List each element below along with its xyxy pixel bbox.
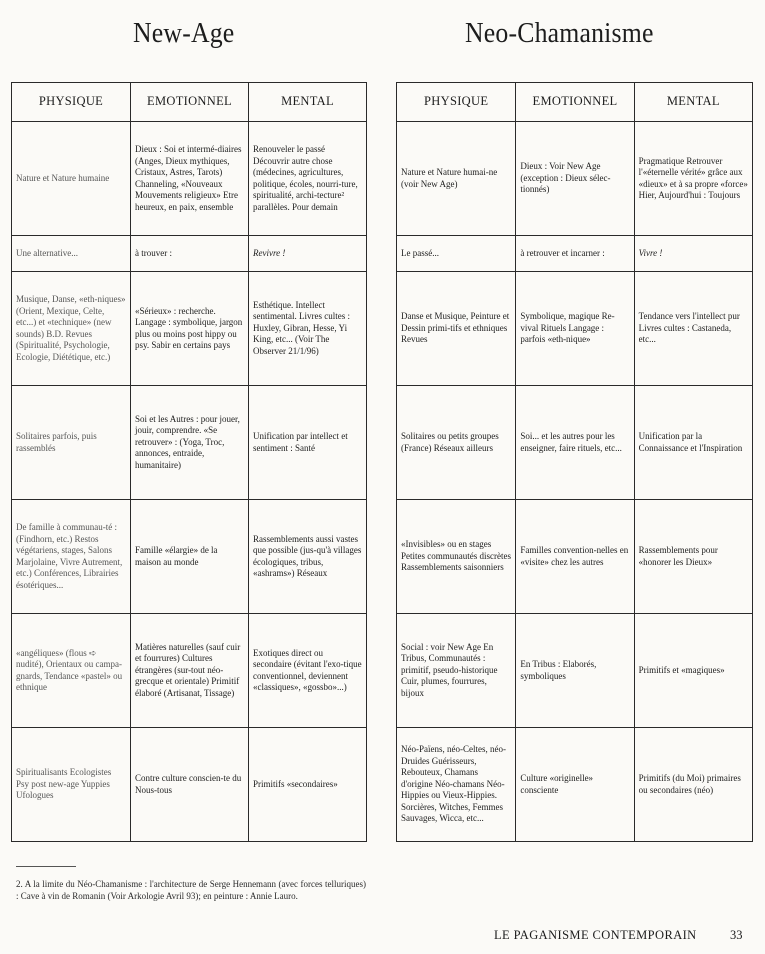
header-mental: MENTAL — [634, 83, 752, 122]
header-physique: PHYSIQUE — [12, 83, 131, 122]
cell-physique: Nature et Nature humai-ne (voir New Age) — [397, 122, 516, 236]
cell-physique: De famille à communau-té : (Findhorn, etc.) Restos végétariens, stages, Salons Marjolaine, Vivre Autrement, etc.) Conférences, Librairies ésotériques... — [12, 500, 131, 614]
cell-emotionnel: Soi... et les autres pour les enseigner, faire rituels, etc... — [516, 386, 634, 500]
cell-mental: Rassemblements pour «honorer les Dieux» — [634, 500, 752, 614]
cell-physique: Solitaires ou petits groupes (France) Réseaux ailleurs — [397, 386, 516, 500]
cell-physique: «Invisibles» ou en stages Petites communautés discrètes Rassemblements saisonniers — [397, 500, 516, 614]
cell-mental: Esthétique. Intellect sentimental. Livres cultes : Huxley, Gibran, Hesse, Yi King, etc... (Voir The Observer 21/1/96) — [249, 272, 367, 386]
cell-emotionnel: Soi et les Autres : pour jouer, jouir, comprendre. «Se retrouver» : (Yoga, Troc, annonces, entraide, humanitaire) — [131, 386, 249, 500]
page-number: 33 — [730, 928, 743, 942]
table-neo-chamanisme — [396, 82, 753, 842]
cell-physique: Une alternative... — [12, 236, 131, 272]
table-row — [397, 236, 753, 272]
cell-emotionnel: Familles convention-nelles en «visite» chez les autres — [516, 500, 634, 614]
table-row — [12, 500, 367, 614]
cell-physique: Le passé... — [397, 236, 516, 272]
cell-mental: Primitifs et «magiques» — [634, 614, 752, 728]
header-emotionnel: EMOTIONNEL — [131, 83, 249, 122]
header-physique: PHYSIQUE — [397, 83, 516, 122]
cell-emotionnel: Contre culture conscien-te du Nous-tous — [131, 728, 249, 842]
table-row — [397, 122, 753, 236]
cell-emotionnel: Dieux : Voir New Age (exception : Dieux sélec-tionnés) — [516, 122, 634, 236]
cell-physique: Nature et Nature humaine — [12, 122, 131, 236]
cell-mental: Exotiques direct ou secondaire (évitant l'exo-tique conventionnel, deviennent «classiques», «gossbo»...) — [249, 614, 367, 728]
cell-physique: Néo-Païens, néo-Celtes, néo-Druides Guérisseurs, Rebouteux, Chamans d'origine Néo-chamans Néo-Hippies ou Vieux-Hippies. Sorcières, Witches, Femmes Sauvages, Wicca, etc... — [397, 728, 516, 842]
cell-mental: Tendance vers l'intellect pur Livres cultes : Castaneda, etc... — [634, 272, 752, 386]
cell-mental: Vivre ! — [634, 236, 752, 272]
table-row — [397, 728, 753, 842]
header-row — [12, 83, 367, 122]
header-emotionnel: EMOTIONNEL — [516, 83, 634, 122]
table-row — [397, 272, 753, 386]
header-mental: MENTAL — [249, 83, 367, 122]
cell-mental: Unification par intellect et sentiment : Santé — [249, 386, 367, 500]
cell-mental: Unification par la Connaissance et l'Inspiration — [634, 386, 752, 500]
cell-emotionnel: Dieux : Soi et intermé-diaires (Anges, Dieux mythiques, Cristaux, Astres, Tarots) Channeling, «Nouveaux Mouvements religieux» Etre heureux, en paix, ensemble — [131, 122, 249, 236]
cell-emotionnel: Culture «originelle» consciente — [516, 728, 634, 842]
table-row — [12, 272, 367, 386]
cell-physique: Danse et Musique, Peinture et Dessin primi-tifs et ethniques Revues — [397, 272, 516, 386]
cell-mental: Primitifs «secondaires» — [249, 728, 367, 842]
cell-emotionnel: à trouver : — [131, 236, 249, 272]
cell-emotionnel: Symbolique, magique Re-vival Rituels Langage : parfois «eth-nique» — [516, 272, 634, 386]
cell-physique: Musique, Danse, «eth-niques» (Orient, Mexique, Celte, etc...) et «technique» (new sounds) B.D. Revues (Spiritualité, Psychologie, Ecologie, Diététique, etc.) — [12, 272, 131, 386]
table-row — [12, 122, 367, 236]
table-new-age — [11, 82, 367, 842]
table-row — [397, 614, 753, 728]
cell-emotionnel: Famille «élargie» de la maison au monde — [131, 500, 249, 614]
table-row — [12, 728, 367, 842]
title-neo-chamanisme: Neo-Chamanisme — [465, 18, 654, 49]
cell-mental: Revivre ! — [249, 236, 367, 272]
cell-mental: Renouveler le passé Découvrir autre chose (médecines, agricultures, politique, écoles, nourri-ture, spiritualité, archi-tecture² parallèles. Pour demain — [249, 122, 367, 236]
cell-physique: Social : voir New Age En Tribus, Communautés : primitif, pseudo-historique Cuir, plumes, fourrures, bijoux — [397, 614, 516, 728]
cell-physique: Spiritualisants Ecologistes Psy post new-age Yuppies Ufologues — [12, 728, 131, 842]
table-row — [12, 614, 367, 728]
cell-mental: Rassemblements aussi vastes que possible (jus-qu'à villages écologiques, tribus, «ashrams») Réseaux — [249, 500, 367, 614]
table-row — [12, 386, 367, 500]
cell-emotionnel: En Tribus : Elaborés, symboliques — [516, 614, 634, 728]
cell-emotionnel: «Sérieux» : recherche. Langage : symbolique, jargon plus ou moins post hippy ou psy. Sabir en certains pays — [131, 272, 249, 386]
cell-physique: «angéliques» (flous ➪ nudité), Orientaux ou campa-gnards, Tendance «pastel» ou ethnique — [12, 614, 131, 728]
cell-mental: Pragmatique Retrouver l'«éternelle vérité» grâce aux «dieux» et à sa propre «force» Hier, Aujourd'hui : Toujours — [634, 122, 752, 236]
cell-physique: Solitaires parfois, puis rassemblés — [12, 386, 131, 500]
table-row — [397, 500, 753, 614]
table-row — [397, 386, 753, 500]
header-row — [397, 83, 753, 122]
table-row — [12, 236, 367, 272]
footnote-rule — [16, 866, 76, 867]
cell-emotionnel: Matières naturelles (sauf cuir et fourrures) Cultures étrangères (sur-tout néo-grecque et orientale) Primitif élaboré (Artisanat, Tissage) — [131, 614, 249, 728]
cell-emotionnel: à retrouver et incarner : — [516, 236, 634, 272]
title-new-age: New-Age — [133, 18, 235, 49]
running-head: LE PAGANISME CONTEMPORAIN — [494, 928, 697, 942]
cell-mental: Primitifs (du Moi) primaires ou secondaires (néo) — [634, 728, 752, 842]
footnote: 2. A la limite du Néo-Chamanisme : l'architecture de Serge Hennemann (avec forces telluriques) : Cave à vin de Romanin (Voir Arkologie Avril 93); en peinture : Annie Lauro. — [16, 879, 366, 901]
